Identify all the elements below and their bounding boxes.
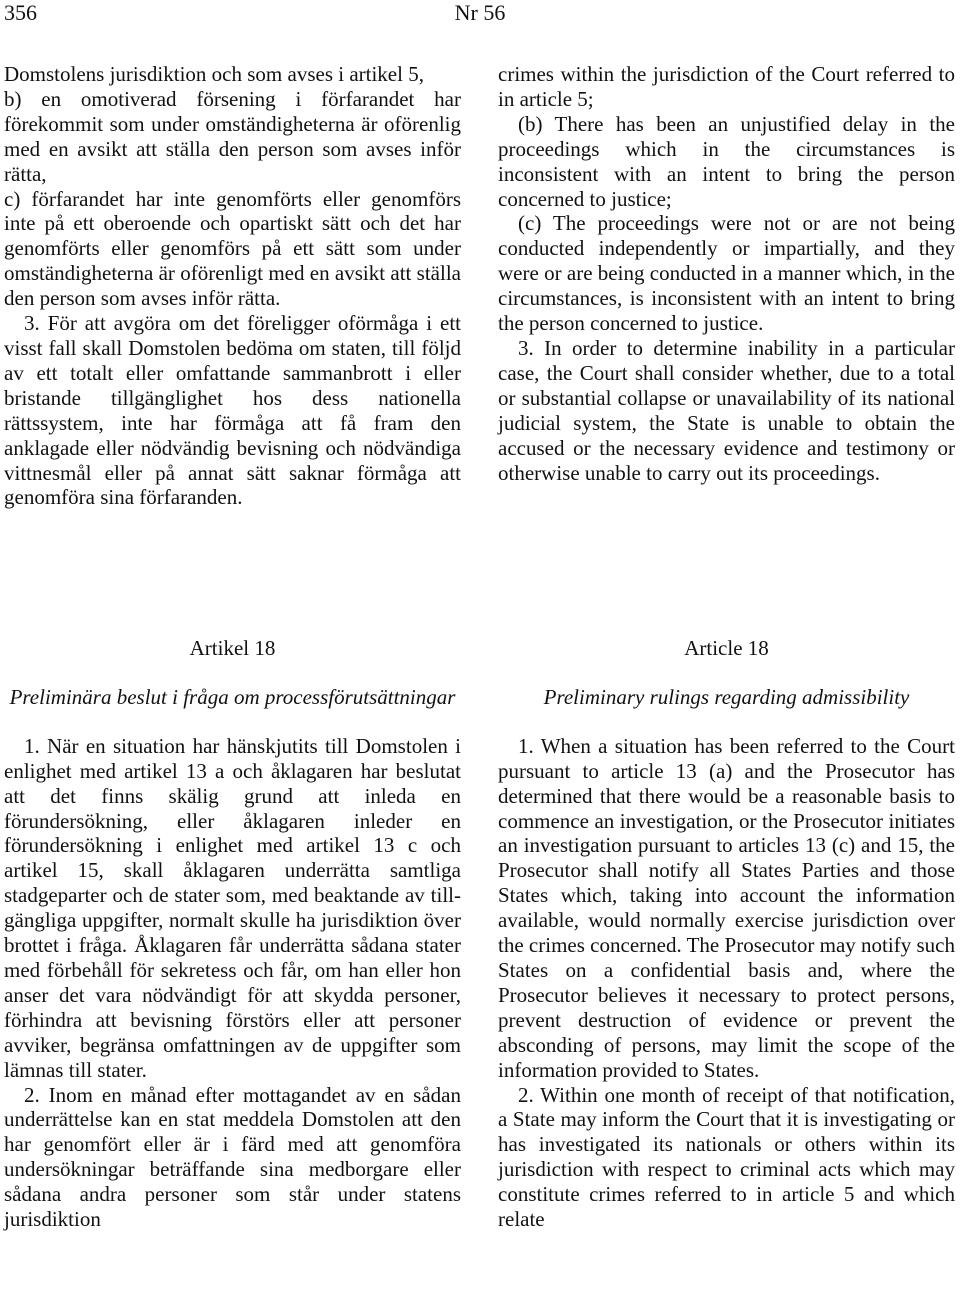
swedish-article-section (4, 636, 461, 1232)
paragraph: (b) There has been an unjustified delay in the proceedings which in the circumstances is inconsistent with an intent to bring the person concerned to justice; (498, 111, 955, 211)
paragraph: 3. In order to determine inability in a particular case, the Court shall consider whether, due to a total or substantial collapse or unavailability of its national judicial system, the State is unable to obtain the accused or the necessary evidence and testimony or otherwise unable to carry out its proceedings. (498, 335, 955, 485)
paragraph: b) en omotiverad försening i förfarandet har förekommit som under omständigheterna är oförenlig med en avsikt att ställa den person som avses inför rätta, (4, 86, 461, 186)
paragraph: 2. Within one month of receipt of that notification, a State may inform the Court that it is investigating or has investigated its nationals or others within its jurisdiction with respect to criminal acts which may constitute crimes referred to in article 5 and which relate (498, 1082, 955, 1232)
paragraph: c) förfarandet har inte genomförts eller genomförs inte på ett oberoende och opartiskt sätt och det har genomförts eller genomförs på ett sätt som under omständigheterna är oförenligt med en avsikt att ställa den person som avses inför rätta. (4, 186, 461, 311)
swedish-text-column-top (4, 62, 461, 510)
page-number: 356 (4, 0, 37, 25)
paragraph: 1. När en situation har hänskjutits till Domstolen i enlighet med artikel 13 a och åklagaren har beslutat att det finns skälig grund att inleda en förundersökning, eller åklagaren inleder en förundersökning i enlighet med artikel 13 c och artikel 15, skall åklagaren underrätta samtliga stadgeparter och de stater som, med beaktande av tillgängliga uppgifter, normalt skulle ha jurisdiktion över brottet i fråga. Åklagaren får underrätta sådana stater med förbehåll för sekretess och får, om han eller hon anser det vara nödvändigt för att skydda personer, förhindra att bevisning förstörs eller att personer avviker, begränsa omfattningen av de uppgifter som lämnas till stater. (4, 733, 461, 1082)
english-article-section (498, 636, 955, 1232)
paragraph: 1. When a situation has been referred to the Court pursuant to article 13 (a) and the Prosecutor has determined that there would be a reasonable basis to commence an investigation, or the Prosecutor initiates an investigation pursuant to articles 13 (c) and 15, the Prosecutor shall notify all States Parties and those States which, taking into account the information available, would normally exercise jurisdiction over the crimes concerned. The Prosecutor may notify such States on a confidential basis and, where the Prosecutor believes it necessary to protect persons, prevent destruction of evidence or prevent the absconding of persons, may limit the scope of the information provided to States. (498, 733, 955, 1082)
paragraph: Domstolens jurisdiktion och som avses i artikel 5, (4, 62, 424, 86)
paragraph: crimes within the jurisdiction of the Court referred to in article 5; (498, 62, 955, 111)
issue-number: Nr 56 (454, 0, 506, 25)
page-header (0, 0, 960, 30)
paragraph: (c) The proceedings were not or are not being conducted independently or impartially, and they were or are being conducted in a manner which, in the circumstances, is inconsistent with an intent to bring the person concerned to justice. (498, 211, 955, 336)
article-title: Preliminära beslut i fråga om processförutsättningar (9, 684, 456, 709)
paragraph: 3. För att avgöra om det föreligger oförmåga i ett visst fall skall Domstolen bedöma om staten, till följd av ett totalt eller omfattande sammanbrott i eller bristande tillgänglighet hos dess nationella rättssystem, inte har förmåga att få fram den anklagade eller nödvändig bevisning och nödvändiga vittnesmål eller på annat sätt saknar förmåga att genomföra sina förfaranden. (4, 311, 461, 510)
article-title: Preliminary rulings regarding admissibility (543, 684, 910, 709)
english-text-column-top (498, 62, 955, 485)
article-heading: Article 18 (684, 636, 769, 660)
paragraph: 2. Inom en månad efter mottagandet av en sådan underrättelse kan en stat meddela Domstolen att den har genomfört eller är i färd med att genomföra undersökningar beträffande sina medborgare eller sådana andra personer som står under statens jurisdiktion (4, 1082, 461, 1232)
article-heading: Artikel 18 (189, 636, 276, 660)
